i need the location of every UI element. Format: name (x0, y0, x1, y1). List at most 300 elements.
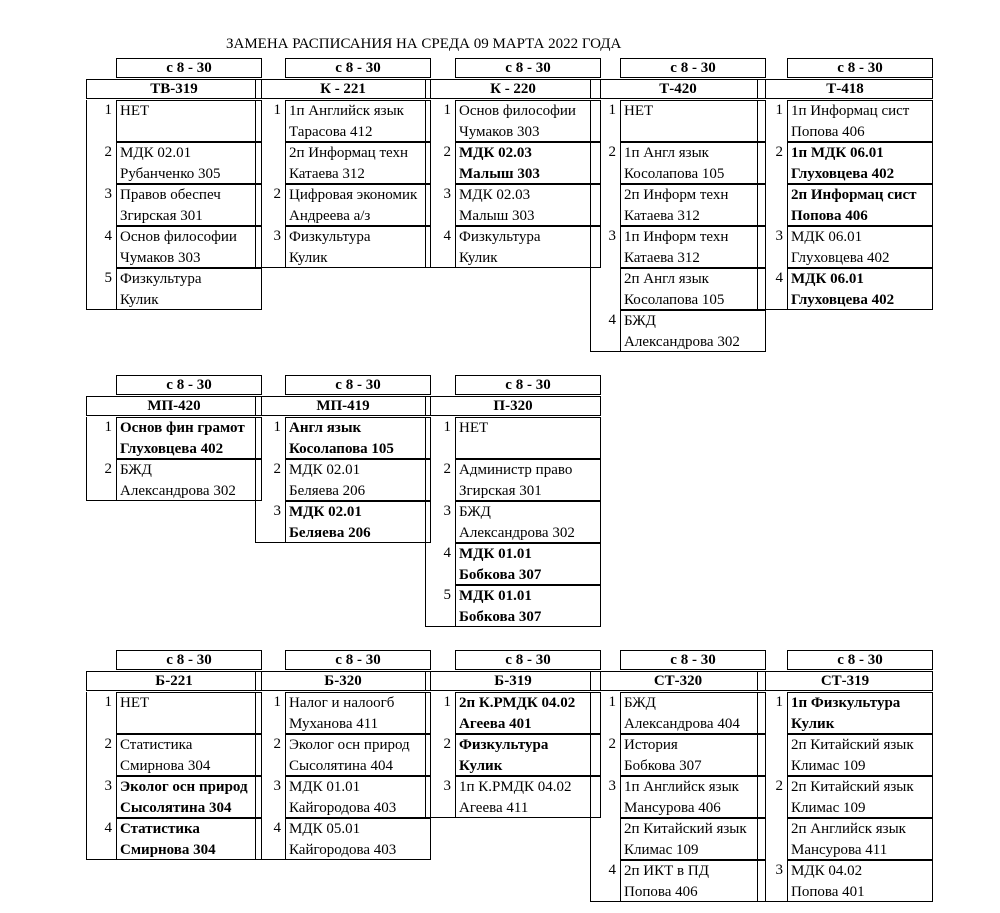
lesson-number: 3 (608, 778, 616, 794)
lesson-number: 3 (104, 778, 112, 794)
group-name: К - 221 (255, 79, 431, 99)
number-column-border (86, 100, 87, 142)
number-column-border (425, 734, 426, 776)
lesson-cell (620, 734, 766, 776)
lesson-line: Смирнова 304 (120, 842, 216, 858)
lesson-line: 2п К.РМДК 04.02 (459, 695, 576, 711)
lesson-line: Физкультура (289, 229, 371, 245)
lesson-number: 4 (273, 820, 281, 836)
lesson-number: 2 (608, 736, 616, 752)
lesson-line: МДК 02.01 (289, 462, 361, 478)
lesson-number: 3 (775, 862, 783, 878)
lesson-number: 5 (104, 270, 112, 286)
lesson-line: Статистика (120, 737, 193, 753)
lesson-line: Муханова 411 (289, 716, 379, 732)
number-column-border (255, 417, 256, 459)
lesson-line: Катаева 312 (289, 166, 365, 182)
group-time: с 8 - 30 (116, 650, 262, 670)
lesson-cell (116, 100, 262, 142)
lesson-cell (116, 776, 262, 818)
lesson-cell (455, 692, 601, 734)
lesson-cell (787, 268, 933, 310)
lesson-number: 1 (775, 694, 783, 710)
number-column-border (425, 142, 426, 184)
lesson-line: 1п Английск язык (624, 779, 739, 795)
lesson-number: 3 (608, 228, 616, 244)
lesson-line: Попова 401 (791, 884, 865, 900)
lesson-line: Эколог осн природ (120, 779, 248, 795)
lesson-line: БЖД (120, 462, 152, 478)
lesson-line: Основ философии (120, 229, 237, 245)
lesson-number: 1 (608, 694, 616, 710)
lesson-line: Администр право (459, 462, 573, 478)
lesson-number: 4 (443, 228, 451, 244)
lesson-line: Смирнова 304 (120, 758, 211, 774)
lesson-number: 1 (775, 102, 783, 118)
lesson-line: Кулик (289, 250, 328, 266)
number-column-border (590, 142, 591, 184)
lesson-line: Бобкова 307 (459, 609, 542, 625)
lesson-cell (620, 268, 766, 310)
lesson-cell (787, 226, 933, 268)
number-column-border (425, 417, 426, 459)
lesson-line: НЕТ (624, 103, 654, 119)
lesson-line: МДК 04.02 (791, 863, 863, 879)
lesson-cell (787, 184, 933, 226)
lesson-cell (455, 734, 601, 776)
number-column-border (757, 734, 758, 776)
lesson-number: 1 (104, 419, 112, 435)
lesson-line: Александрова 404 (624, 716, 740, 732)
lesson-line: Мансурова 411 (791, 842, 888, 858)
lesson-line: НЕТ (120, 695, 150, 711)
number-column-border (425, 543, 426, 585)
lesson-number: 2 (608, 144, 616, 160)
lesson-line: 2п ИКТ в ПД (624, 863, 709, 879)
lesson-line: 1п Англ язык (624, 145, 709, 161)
number-column-border (757, 142, 758, 184)
number-column-border (255, 818, 256, 860)
number-column-border (255, 142, 256, 184)
group-time: с 8 - 30 (455, 375, 601, 395)
group-time: с 8 - 30 (620, 650, 766, 670)
lesson-number: 3 (104, 186, 112, 202)
lesson-number: 1 (104, 102, 112, 118)
lesson-cell (285, 692, 431, 734)
lesson-cell (620, 818, 766, 860)
lesson-cell (455, 459, 601, 501)
group-bottom-border (255, 859, 285, 860)
lesson-line (624, 122, 765, 142)
lesson-cell (787, 818, 933, 860)
lesson-line: Косолапова 105 (289, 441, 394, 457)
lesson-cell (285, 142, 431, 184)
lesson-number: 4 (104, 228, 112, 244)
lesson-line: Налог и налоогб (289, 695, 395, 711)
lesson-cell (787, 100, 933, 142)
group-name: Б-319 (425, 671, 601, 691)
lesson-line: 2п Китайский язык (791, 779, 914, 795)
number-column-border (86, 184, 87, 226)
lesson-line: Сысолятина 404 (289, 758, 393, 774)
lesson-cell (285, 417, 431, 459)
lesson-number: 4 (608, 312, 616, 328)
lesson-number: 1 (273, 102, 281, 118)
lesson-line: МДК 02.01 (120, 145, 192, 161)
group-bottom-border (86, 859, 116, 860)
lesson-cell (116, 184, 262, 226)
lesson-line: 2п Китайский язык (624, 821, 747, 837)
lesson-line: НЕТ (120, 103, 150, 119)
lesson-number: 2 (443, 461, 451, 477)
number-column-border (425, 692, 426, 734)
lesson-line: Косолапова 105 (624, 166, 725, 182)
lesson-line: МДК 02.03 (459, 145, 532, 161)
group-name: П-320 (425, 396, 601, 416)
group-time: с 8 - 30 (285, 375, 431, 395)
number-column-border (757, 860, 758, 902)
lesson-number: 2 (273, 736, 281, 752)
lesson-cell (455, 501, 601, 543)
lesson-number: 2 (775, 144, 783, 160)
number-column-border (86, 818, 87, 860)
number-column-border (425, 459, 426, 501)
number-column-border (590, 692, 591, 734)
number-column-border (86, 226, 87, 268)
lesson-cell (285, 776, 431, 818)
lesson-number: 3 (273, 503, 281, 519)
group-bottom-border (86, 500, 116, 501)
lesson-line: Физкультура (120, 271, 202, 287)
number-column-border (255, 226, 256, 268)
number-column-border (86, 268, 87, 310)
lesson-line: 2п Информ техн (624, 187, 729, 203)
group-time: с 8 - 30 (620, 58, 766, 78)
lesson-number: 1 (104, 694, 112, 710)
number-column-border (425, 585, 426, 627)
number-column-border (757, 184, 758, 226)
lesson-line: Цифровая экономик (289, 187, 418, 203)
number-column-border (86, 417, 87, 459)
lesson-line: 1п Физкультура (791, 695, 901, 711)
lesson-line: МДК 01.01 (289, 779, 361, 795)
lesson-number: 1 (443, 419, 451, 435)
lesson-line: Глуховцева 402 (791, 166, 895, 182)
lesson-line: 1п Информац сист (791, 103, 910, 119)
lesson-line: Згирская 301 (459, 483, 542, 499)
lesson-line: Глуховцева 402 (791, 250, 890, 266)
lesson-line: Александрова 302 (120, 483, 236, 499)
lesson-line: Кулик (120, 292, 159, 308)
lesson-line: Агеева 401 (459, 716, 532, 732)
lesson-line: МДК 02.01 (289, 504, 362, 520)
lesson-line (459, 439, 600, 459)
lesson-line: Згирская 301 (120, 208, 203, 224)
lesson-number: 3 (273, 228, 281, 244)
lesson-line: Основ фин грамот (120, 420, 245, 436)
lesson-line: Агеева 411 (459, 800, 529, 816)
lesson-cell (787, 734, 933, 776)
lesson-line: МДК 06.01 (791, 271, 864, 287)
group-name: Б-221 (86, 671, 262, 691)
number-column-border (757, 692, 758, 734)
lesson-cell (620, 142, 766, 184)
lesson-cell (285, 734, 431, 776)
number-column-border (590, 268, 591, 310)
group-bottom-border (590, 351, 620, 352)
lesson-line: Основ философии (459, 103, 576, 119)
lesson-line: МДК 01.01 (459, 546, 532, 562)
lesson-number: 3 (443, 186, 451, 202)
lesson-cell (455, 100, 601, 142)
lesson-line: История (624, 737, 678, 753)
number-column-border (86, 734, 87, 776)
lesson-line: Попова 406 (624, 884, 698, 900)
group-time: с 8 - 30 (116, 375, 262, 395)
lesson-cell (285, 226, 431, 268)
lesson-cell (455, 417, 601, 459)
lesson-cell (455, 184, 601, 226)
lesson-cell (620, 860, 766, 902)
group-bottom-border (757, 309, 787, 310)
page-title: ЗАМЕНА РАСПИСАНИЯ НА СРЕДА 09 МАРТА 2022 ГОДА (226, 36, 622, 52)
group-time: с 8 - 30 (285, 650, 431, 670)
lesson-line: Александрова 302 (459, 525, 575, 541)
lesson-number: 4 (608, 862, 616, 878)
lesson-line: Попова 406 (791, 208, 868, 224)
number-column-border (590, 818, 591, 860)
lesson-line: Беляева 206 (289, 483, 366, 499)
group-time: с 8 - 30 (787, 650, 933, 670)
lesson-number: 3 (443, 503, 451, 519)
group-name: СТ-320 (590, 671, 766, 691)
lesson-line: БЖД (459, 504, 491, 520)
lesson-line: МДК 01.01 (459, 588, 532, 604)
group-bottom-border (425, 817, 455, 818)
lesson-line: Чумаков 303 (459, 124, 540, 140)
number-column-border (255, 100, 256, 142)
number-column-border (590, 100, 591, 142)
lesson-line: 2п Информац сист (791, 187, 917, 203)
lesson-line: 2п Англ язык (624, 271, 709, 287)
number-column-border (757, 226, 758, 268)
group-time: с 8 - 30 (285, 58, 431, 78)
lesson-line: Англ язык (289, 420, 362, 436)
number-column-border (86, 142, 87, 184)
lesson-cell (455, 142, 601, 184)
group-name: СТ-319 (757, 671, 933, 691)
group-bottom-border (590, 901, 620, 902)
lesson-number: 2 (273, 461, 281, 477)
lesson-cell (285, 459, 431, 501)
lesson-number: 1 (273, 694, 281, 710)
lesson-cell (285, 184, 431, 226)
lesson-line: Кайгородова 403 (289, 800, 397, 816)
group-bottom-border (86, 309, 116, 310)
lesson-line: Климас 109 (624, 842, 699, 858)
lesson-cell (116, 692, 262, 734)
lesson-number: 4 (104, 820, 112, 836)
group-name: МП-420 (86, 396, 262, 416)
lesson-cell (455, 585, 601, 627)
lesson-line: Глуховцева 402 (120, 441, 224, 457)
lesson-cell (116, 142, 262, 184)
group-time: с 8 - 30 (116, 58, 262, 78)
lesson-cell (116, 818, 262, 860)
lesson-number: 2 (273, 186, 281, 202)
lesson-line: Бобкова 307 (624, 758, 702, 774)
lesson-line: Климас 109 (791, 800, 866, 816)
lesson-line: Чумаков 303 (120, 250, 201, 266)
lesson-cell (787, 692, 933, 734)
lesson-number: 2 (104, 736, 112, 752)
number-column-border (425, 226, 426, 268)
lesson-cell (116, 226, 262, 268)
number-column-border (255, 776, 256, 818)
lesson-cell (116, 268, 262, 310)
lesson-line: Катаева 312 (624, 250, 700, 266)
lesson-number: 3 (443, 778, 451, 794)
lesson-line: БЖД (624, 695, 656, 711)
number-column-border (590, 310, 591, 352)
lesson-cell (116, 734, 262, 776)
number-column-border (425, 501, 426, 543)
number-column-border (590, 776, 591, 818)
lesson-line: МДК 02.03 (459, 187, 531, 203)
lesson-cell (620, 226, 766, 268)
lesson-number: 1 (443, 694, 451, 710)
lesson-line (120, 714, 261, 734)
lesson-line: Косолапова 105 (624, 292, 725, 308)
group-time: с 8 - 30 (455, 58, 601, 78)
group-name: МП-419 (255, 396, 431, 416)
lesson-cell (787, 860, 933, 902)
lesson-line: Малыш 303 (459, 166, 540, 182)
number-column-border (255, 184, 256, 226)
lesson-line: Климас 109 (791, 758, 866, 774)
lesson-cell (285, 818, 431, 860)
lesson-line: Физкультура (459, 737, 549, 753)
lesson-line: Рубанченко 305 (120, 166, 221, 182)
lesson-line: Физкультура (459, 229, 541, 245)
lesson-number: 2 (443, 144, 451, 160)
lesson-cell (620, 692, 766, 734)
lesson-cell (455, 543, 601, 585)
lesson-line: 1п МДК 06.01 (791, 145, 884, 161)
lesson-number: 4 (443, 545, 451, 561)
number-column-border (86, 459, 87, 501)
number-column-border (255, 459, 256, 501)
lesson-line: НЕТ (459, 420, 489, 436)
lesson-number: 1 (273, 419, 281, 435)
number-column-border (425, 776, 426, 818)
lesson-cell (620, 100, 766, 142)
number-column-border (590, 734, 591, 776)
number-column-border (425, 184, 426, 226)
lesson-cell (620, 184, 766, 226)
lesson-line: 2п Английск язык (791, 821, 906, 837)
number-column-border (86, 692, 87, 734)
group-bottom-border (255, 267, 285, 268)
lesson-line: Малыш 303 (459, 208, 535, 224)
number-column-border (757, 818, 758, 860)
number-column-border (590, 184, 591, 226)
lesson-line: МДК 06.01 (791, 229, 863, 245)
lesson-line: Попова 406 (791, 124, 865, 140)
lesson-number: 2 (104, 461, 112, 477)
lesson-number: 4 (775, 270, 783, 286)
lesson-number: 3 (775, 228, 783, 244)
lesson-number: 1 (443, 102, 451, 118)
lesson-line: Статистика (120, 821, 200, 837)
lesson-line: Правов обеспеч (120, 187, 221, 203)
lesson-number: 2 (104, 144, 112, 160)
group-time: с 8 - 30 (455, 650, 601, 670)
lesson-line: Кулик (459, 250, 498, 266)
lesson-line: МДК 05.01 (289, 821, 361, 837)
lesson-number: 5 (443, 587, 451, 603)
lesson-line: Андреева а/з (289, 208, 371, 224)
group-bottom-border (425, 626, 455, 627)
number-column-border (255, 692, 256, 734)
lesson-number: 2 (443, 736, 451, 752)
number-column-border (86, 776, 87, 818)
lesson-line: 1п Английск язык (289, 103, 404, 119)
lesson-number: 1 (608, 102, 616, 118)
lesson-line: Глуховцева 402 (791, 292, 895, 308)
lesson-cell (620, 776, 766, 818)
group-name: Т-418 (757, 79, 933, 99)
number-column-border (425, 100, 426, 142)
lesson-line: 2п Информац техн (289, 145, 408, 161)
lesson-line: 1п Информ техн (624, 229, 729, 245)
group-bottom-border (255, 542, 285, 543)
group-name: К - 220 (425, 79, 601, 99)
number-column-border (255, 501, 256, 543)
lesson-line: Беляева 206 (289, 525, 371, 541)
number-column-border (590, 860, 591, 902)
lesson-number: 3 (273, 778, 281, 794)
number-column-border (757, 268, 758, 310)
lesson-line: Кулик (459, 758, 503, 774)
number-column-border (255, 734, 256, 776)
lesson-line: Эколог осн природ (289, 737, 410, 753)
lesson-line: Тарасова 412 (289, 124, 373, 140)
number-column-border (590, 226, 591, 268)
lesson-line: Сысолятина 304 (120, 800, 232, 816)
lesson-line: БЖД (624, 313, 656, 329)
lesson-line: Александрова 302 (624, 334, 740, 350)
number-column-border (757, 776, 758, 818)
lesson-line: Бобкова 307 (459, 567, 542, 583)
lesson-line: Катаева 312 (624, 208, 700, 224)
lesson-line (120, 122, 261, 142)
lesson-line: Кулик (791, 716, 835, 732)
group-name: Т-420 (590, 79, 766, 99)
lesson-line: 1п К.РМДК 04.02 (459, 779, 572, 795)
lesson-cell (116, 417, 262, 459)
group-name: Б-320 (255, 671, 431, 691)
lesson-line: Кайгородова 403 (289, 842, 397, 858)
lesson-cell (787, 142, 933, 184)
lesson-number: 2 (775, 778, 783, 794)
group-time: с 8 - 30 (787, 58, 933, 78)
lesson-cell (285, 501, 431, 543)
lesson-cell (620, 310, 766, 352)
number-column-border (757, 100, 758, 142)
lesson-line: 2п Китайский язык (791, 737, 914, 753)
lesson-cell (285, 100, 431, 142)
